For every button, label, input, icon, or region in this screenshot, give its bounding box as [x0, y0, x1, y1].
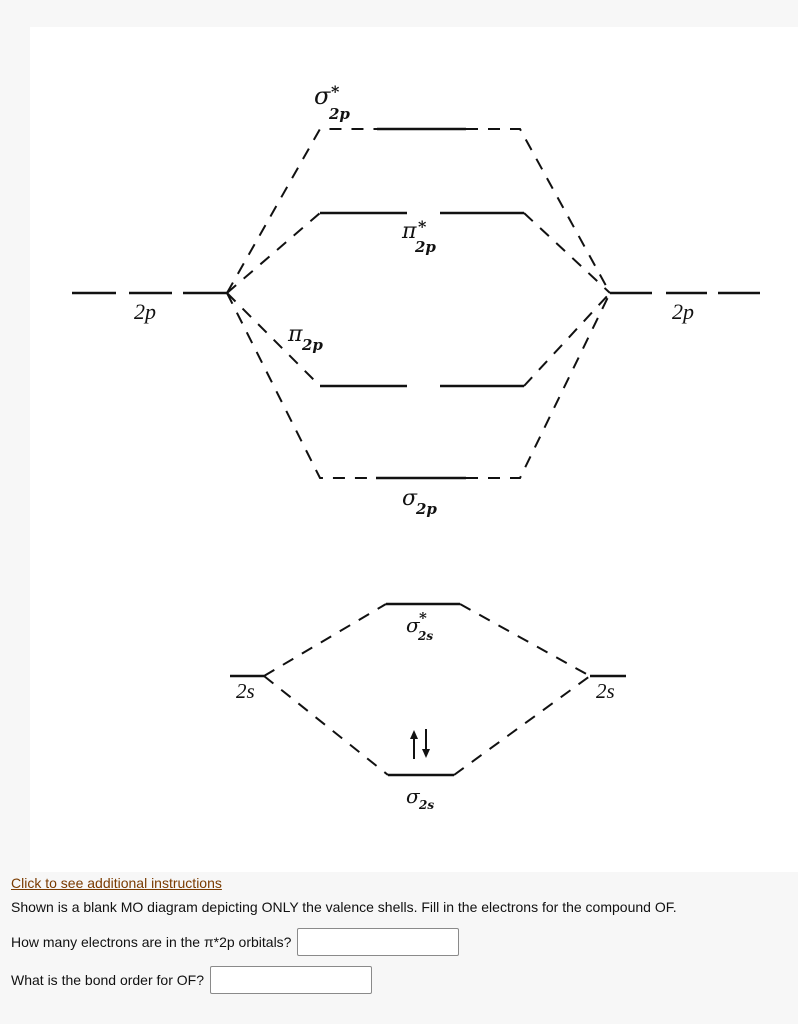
right-2s-label: 2s — [596, 679, 615, 703]
sigma-2p-sub: 2p — [416, 500, 437, 518]
bond-order-input[interactable] — [210, 966, 372, 994]
sigma-star-2s-sup: * — [419, 609, 427, 627]
pi-star-2p-symbol: π — [402, 219, 417, 244]
sigma-2s-sub: 2s — [419, 798, 435, 812]
mo-diagram — [30, 27, 798, 872]
question-pi-star-label: How many electrons are in the π*2p orbitals? — [11, 934, 292, 950]
pi-2p-symbol: π — [288, 322, 303, 347]
sigma-star-2s-symbol: σ — [406, 613, 420, 637]
question-bond-order — [11, 966, 372, 994]
left-2p-label: 2p — [134, 299, 156, 324]
sigma-star-2p-sub: 2p — [329, 105, 350, 123]
question-pi-star-electrons — [11, 928, 459, 956]
sigma-star-2p-symbol: σ — [314, 82, 331, 110]
question-bond-order-label: What is the bond order for OF? — [11, 972, 204, 988]
sigma-star-2s-sub: 2s — [418, 629, 434, 643]
pi-star-electrons-input[interactable] — [297, 928, 459, 956]
pi-star-2p-sub: 2p — [415, 238, 436, 256]
electron-up-arrowhead — [410, 730, 418, 739]
correlation-lines-2p — [227, 129, 610, 478]
electron-down-arrowhead — [422, 749, 430, 758]
pi-star-2p-sup: * — [418, 217, 427, 236]
left-2s-label: 2s — [236, 679, 255, 703]
question-section — [0, 872, 798, 1024]
sigma-2s-electrons-text: ↑↓ — [280, 767, 281, 768]
pi-2p-sub: 2p — [302, 336, 323, 354]
intro-text: Shown is a blank MO diagram depicting ONLY the valence shells. Fill in the electrons for the compound OF. — [11, 899, 677, 915]
additional-instructions-link[interactable]: Click to see additional instructions — [11, 875, 222, 891]
mo-diagram-panel — [30, 27, 798, 872]
sigma-2p-symbol: σ — [402, 486, 418, 511]
right-2p-label: 2p — [672, 299, 694, 324]
sigma-star-2p-sup: * — [331, 82, 340, 101]
sigma-2s-symbol: σ — [406, 784, 420, 808]
